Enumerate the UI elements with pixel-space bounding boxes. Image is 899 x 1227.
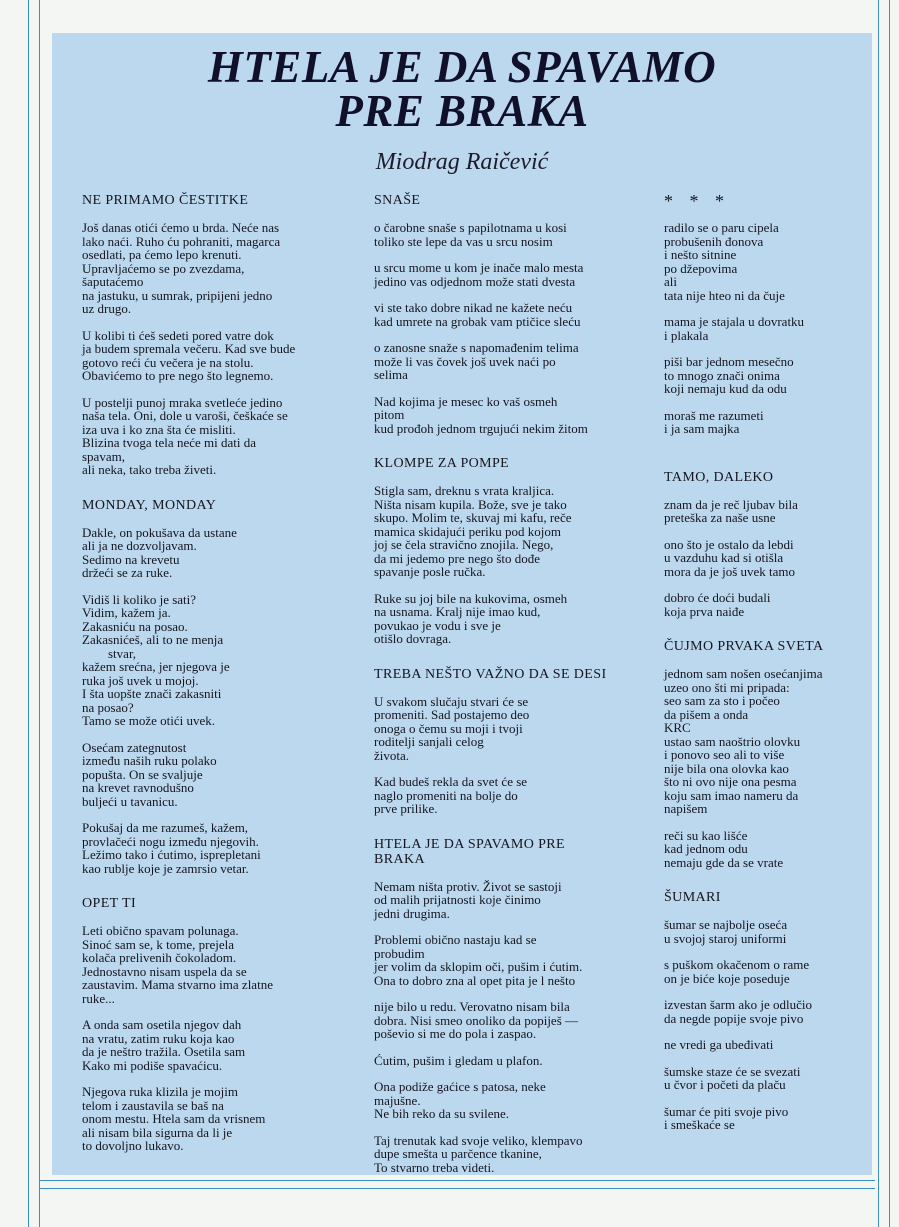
stanza: Taj trenutak kad svoje veliko, klempavo dupe smešta u parčence tkanine, To stvarno treba videti. [374,1132,583,1175]
left-border-lines [28,0,40,1227]
stanza: Stigla sam, dreknu s vrata kraljica. Ništa nisam kupila. Bože, sve je tako skupo. Molim te, skuvaj mi kafu, reče mamica skidajući periku pod kojom joj se čela stravično znojila. Nego, da mi jedemo pre nego što dođe spavanje posle ručka. [374,483,572,579]
stanza: ono što je ostalo da lebdi u vazduhu kad si otišla mora da je još uvek tamo [664,536,796,579]
stanza: Leti obično spavam polunaga. Sinoć sam se, k tome, prejela kolača prelivenih čokoladom. Jednostavno nisam uspela da se zaustavim. Mama stvarno ima zlatne ruke... [82,923,273,1006]
stanza: Vidiš li koliko je sati? Vidim, kažem ja. Zakasniću na posao. Zakasnićeš, ali to ne menja stvar, kažem srećna, jer njegova je ruka još uvek u mojoj. I šta uopšte znači zakasniti na posao? Tamo se može otići uvek. [82,591,230,728]
author-name: Miodrag Raičević [375,149,549,175]
poem-klompe-za-pompe [374,456,644,646]
poem-untitled [664,221,869,436]
stanza: jednom sam nošen osećanjima uzeo ono šti mi pripada: seo sam za sto i počeo da pišem a onda KRC ustao sam naoštrio olovku i ponovo seo ali to više nije bila ona olovka kao što ni ovo nije ona pesma koju sam imao nameru da napišem [664,666,823,816]
title-line-2: PRE BRAKA [335,86,589,136]
poem-opet-ti [82,896,332,1153]
stanza: o zanosne snaže s napomađenim telima može li vas čovek još uvek naći po selima [374,340,579,382]
stanza: vi ste tako dobre nikad ne kažete neću kad umrete na grobak vam ptičice sleću [374,300,581,329]
right-border-lines [878,0,890,1227]
stanza: šumske staze će se svezati u čvor i početi da plaču [664,1063,801,1092]
stanza: Nad kojima je mesec ko vaš osmeh pitom kud prođoh jednom trgujući nekim žitom [374,393,588,436]
article-panel [52,33,872,1175]
stanza: radilo se o paru cipela probušenih đonova i nešto sitnine po džepovima ali tata nije hteo ni da čuje [664,220,785,303]
article-title [52,42,872,136]
stanza: U kolibi ti ćeš sedeti pored vatre dok ja budem spremala večeru. Kad sve bude gotovo reći ću večera je na stolu. Obavićemo to pre nego što legnemo. [82,327,296,383]
poem-tamo-daleko [664,470,869,619]
stanza: Ćutim, pušim i gledam u plafon. [374,1052,543,1068]
stanza: Kad budeš rekla da svet će se naglo promeniti na bolje do prve prilike. [374,774,528,816]
stanza: mama je stajala u dovratku i plakala [664,314,805,343]
column-3 [664,193,869,1153]
stars-heading: * * * [664,191,730,211]
stanza: o čarobne snaše s papilotnama u kosi toliko ste lepe da vas u srcu nosim [374,220,567,249]
column-2 [374,193,644,1195]
stanza: A onda sam osetila njegov dah na vratu, zatim ruku koja kao da je neštro tražila. Osetila sam Kako mi podiše spavaćicu. [82,1017,246,1073]
stanza: Ruke su joj bile na kukovima, osmeh na usnama. Kralj nije imao kud, povukao je vodu i sve je otišlo dovraga. [374,590,568,646]
stanza: U svakom slučaju stvari će se promeniti. Sad postajemo deo onoga o čemu su moji i tvoji roditelji sanjali celog života. [374,693,530,763]
stanza: šumar će piti svoje pivo i smeškaće se [664,1103,789,1132]
stanza: Pokušaj da me razumeš, kažem, provlačeći nogu između njegovih. Ležimo tako i ćutimo, isprepletani kao rublje koje je zamrsio vetar. [82,820,261,876]
stanza: Dakle, on pokušava da ustane ali ja ne dozvoljavam. Sedimo na krevetu držeći se za ruke. [82,524,237,580]
poem-title: NE PRIMAMO ČESTITKE [82,193,249,208]
poem-title: SNAŠE [374,193,421,208]
poem-title: KLOMPE ZA POMPE [374,456,510,471]
stanza: U postelji punoj mraka svetleće jedino naša tela. Oni, dole u varoši, češkaće se iza uva i ko zna šta će misliti. Blizina tvoga tela neće mi dati da spavam, ali neka, tako treba živeti. [82,394,288,477]
poem-title: OPET TI [82,896,137,911]
poem-title: ČUJMO PRVAKA SVETA [664,639,824,654]
poem-sumari [664,890,869,1132]
stanza: s puškom okačenom o rame on je biće koje poseduje [664,957,810,986]
stanza: piši bar jednom mesečno to mnogo znači onima koji nemaju kud da odu [664,354,794,396]
poem-monday-monday [82,498,332,876]
stanza: moraš me razumeti i ja sam majka [664,407,764,436]
poem-cujmo-prvaka-sveta [664,639,869,869]
poem-snase [374,193,644,435]
poem-title: HTELA JE DA SPAVAMO PRE BRAKA [374,836,565,867]
stanza: dobro će doći budali koja prva naiđe [664,590,771,619]
poem-ne-primamo-cestitke [82,193,332,477]
poem-title: TREBA NEŠTO VAŽNO DA SE DESI [374,666,607,682]
stanza: Problemi obično nastaju kad se probudim jer volim da sklopim oči, pušim i ćutim. Ona to dobro zna al opet pita je l nešto [374,932,583,988]
stanza: nije bilo u redu. Verovatno nisam bila dobra. Nisi smeo onoliko da popiješ — poševio si me do pola i zaspao. [374,999,579,1041]
stanza: Još danas otići ćemo u brda. Neće nas lako naći. Ruho ću pohraniti, magarca osedlati, pa ćemo lepo krenuti. Upravljaćemo se po zvezdama, šaputaćemo na jastuku, u sumrak, pripijeni jedno uz drugo. [82,220,281,316]
stanza: znam da je reč ljubav bila preteška za naše usne [664,496,798,525]
stanza: Njegova ruka klizila je mojim telom i zaustavila se baš na onom mestu. Htela sam da vrisnem ali nisam bila sigurna da li je to dovoljno lukavo. [82,1084,266,1153]
poem-htela-je-da-spavamo [374,837,644,1175]
poem-title: MONDAY, MONDAY [82,497,217,513]
stanza: izvestan šarm ako je odlučio da negde popije svoje pivo [664,997,813,1026]
poem-treba-nesto-vazno [374,667,644,816]
column-1 [82,193,332,1174]
stanza: Ona podiže gaćice s patosa, neke majušne. Ne bih reko da su svilene. [374,1079,546,1121]
stanza: šumar se najbolje oseća u svojoj staroj uniformi [664,917,788,946]
stanza: Nemam ništa protiv. Život se sastoji od malih prijatnosti koje činimo jedni drugima. [374,878,562,921]
poem-title: TAMO, DALEKO [664,469,774,485]
stanza: ne vredi ga ubeđivati [664,1037,774,1052]
title-line-1: HTELA JE DA SPAVAMO [207,42,717,92]
stanza: reči su kao lišće kad jednom odu nemaju gde da se vrate [664,827,784,870]
stanza: Osećam zategnutost između naših ruku polako popušta. On se svaljuje na krevet ravnodušno buljeći u tavanicu. [82,739,217,809]
poem-title: ŠUMARI [664,890,721,905]
stanza: u srcu mome u kom je inače malo mesta jedino vas odjednom može stati dvesta [374,260,584,289]
